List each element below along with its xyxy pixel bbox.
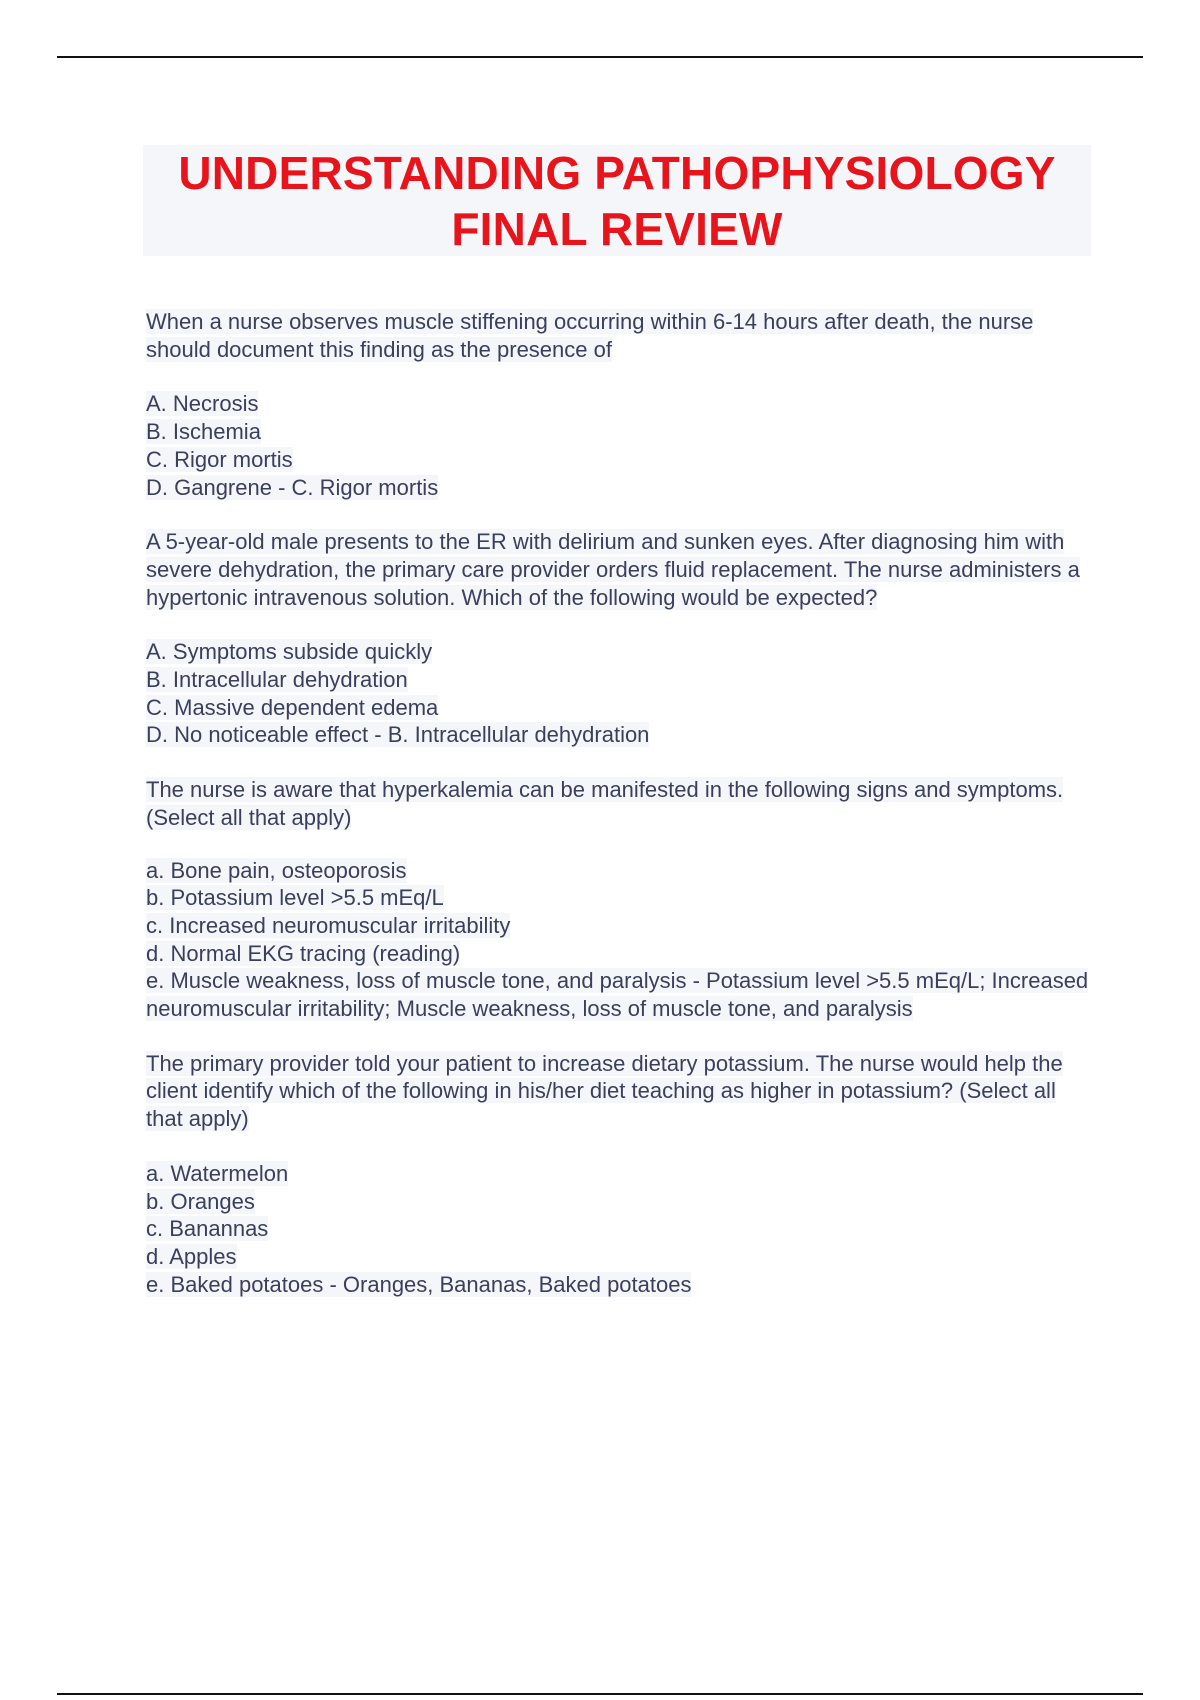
- option-1a: A. Necrosis: [146, 391, 259, 417]
- option-4a: a. Watermelon: [146, 1160, 289, 1186]
- option-4e: e. Baked potatoes - Oranges, Bananas, Baked potatoes: [146, 1271, 692, 1297]
- option-2d: D. No noticeable effect - B. Intracellular dehydration: [146, 722, 650, 748]
- bottom-rule: [57, 1693, 1143, 1695]
- option-3d: d. Normal EKG tracing (reading): [146, 940, 461, 966]
- option-2b: B. Intracellular dehydration: [146, 667, 408, 693]
- option-4b: b. Oranges: [146, 1188, 255, 1214]
- top-rule: [57, 56, 1143, 58]
- option-2a: A. Symptoms subside quickly: [146, 639, 433, 665]
- question-1-text: When a nurse observes muscle stiffening occurring within 6-14 hours after death, the nurse should document this finding as the presence of: [146, 309, 1034, 362]
- option-1d: D. Gangrene - C. Rigor mortis: [146, 474, 439, 500]
- document-title: [143, 145, 1091, 256]
- question-4-text: The primary provider told your patient to increase dietary potassium. The nurse would help the client identify which of the following in his/her diet teaching as higher in potassium? (Select all that apply): [146, 1050, 1063, 1132]
- title-line-1: UNDERSTANDING PATHOPHYSIOLOGY: [178, 147, 1056, 199]
- option-4c: c. Banannas: [146, 1216, 269, 1242]
- option-3b: b. Potassium level >5.5 mEq/L: [146, 885, 444, 911]
- option-3c: c. Increased neuromuscular irritability: [146, 912, 511, 938]
- option-1c: C. Rigor mortis: [146, 446, 293, 472]
- question-3-text: The nurse is aware that hyperkalemia can be manifested in the following signs and symptoms. (Select all that apply): [146, 777, 1064, 830]
- question-2: [146, 528, 1096, 611]
- question-4: [146, 1050, 1096, 1133]
- question-4-options: [146, 1160, 1096, 1299]
- option-2c: C. Massive dependent edema: [146, 694, 439, 720]
- title-line-2: FINAL REVIEW: [451, 203, 783, 255]
- question-2-text: A 5-year-old male presents to the ER with delirium and sunken eyes. After diagnosing him with severe dehydration, the primary care provider orders fluid replacement. The nurse administers a hypertonic intravenous solution. Which of the following would be expected?: [146, 529, 1080, 610]
- question-1-options: [146, 390, 1096, 501]
- question-3: [146, 776, 1096, 831]
- option-1b: B. Ischemia: [146, 419, 261, 445]
- question-2-options: [146, 638, 1096, 749]
- option-3a: a. Bone pain, osteoporosis: [146, 857, 407, 883]
- option-4d: d. Apples: [146, 1243, 237, 1269]
- question-1: [146, 308, 1096, 363]
- question-list: [146, 308, 1096, 1298]
- question-3-options: [146, 857, 1096, 1023]
- option-3e: e. Muscle weakness, loss of muscle tone, and paralysis - Potassium level >5.5 mEq/L; Increased neuromuscular irritability; Muscle weakness, loss of muscle tone, and paralysis: [146, 968, 1089, 1022]
